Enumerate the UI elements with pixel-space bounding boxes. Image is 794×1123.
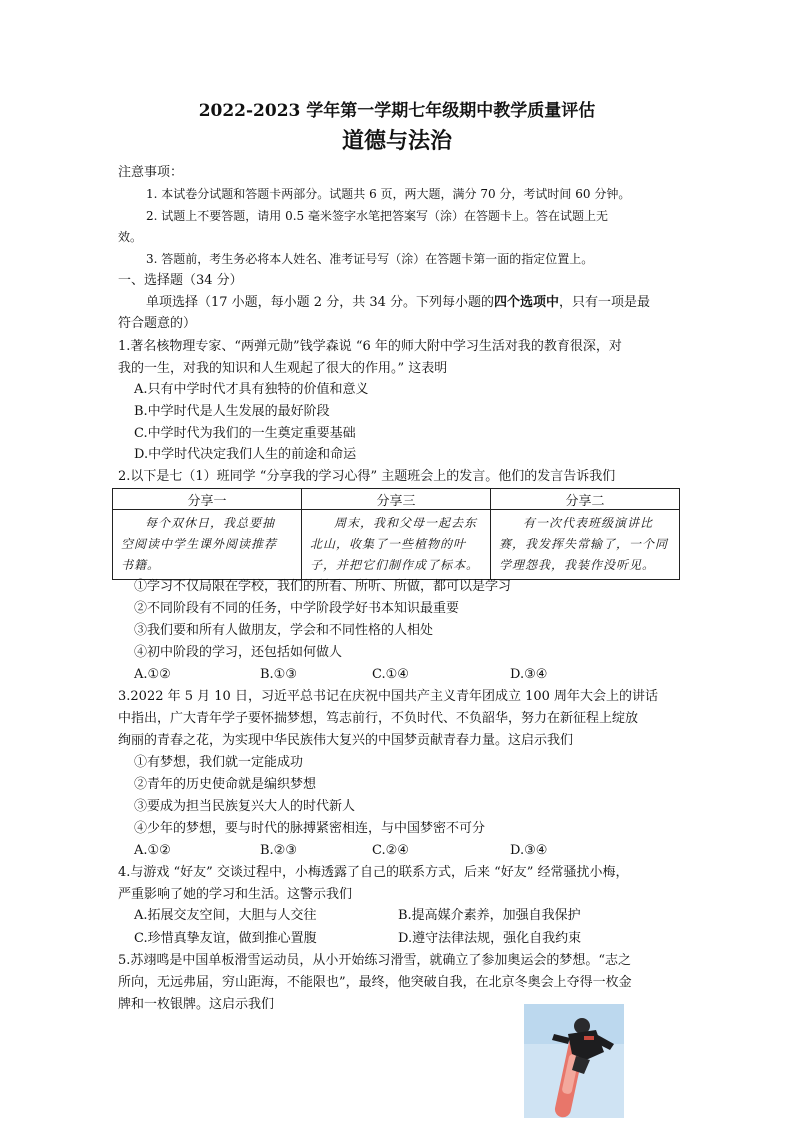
q5-stem-cont-1: 所向，无远弗届，穷山距海，不能限也”，最终，他突破自我，在北京冬奥会上夺得一枚金	[118, 975, 632, 990]
subject-title: 道德与法治	[341, 128, 452, 154]
q3-statement-2: ②青年的历史使命就是编织梦想	[134, 777, 317, 792]
q4-option-c: C.珍惜真挚友谊，做到推心置腹	[134, 931, 317, 946]
q1-option-d: D.中学时代决定我们人生的前途和命运	[134, 447, 357, 462]
q3-statement-4: ④少年的梦想，要与时代的脉搏紧密相连，与中国梦密不可分	[134, 821, 486, 836]
q1-option-a: A.只有中学时代才具有独特的价值和意义	[134, 382, 369, 397]
notes-item-2a: 2. 试题上不要答题，请用 0.5 毫米签字水笔把答案写（涂）在答题卡上。答在试题上无	[146, 209, 608, 223]
notes-heading: 注意事项：	[118, 165, 184, 180]
q4-option-a: A.拓展交友空间，大胆与人交往	[134, 908, 317, 923]
sharing-header-1: 分享一	[113, 489, 302, 510]
q3-stem-cont-2: 绚丽的青春之花，为实现中华民族伟大复兴的中国梦贡献青春力量。这启示我们	[118, 733, 574, 748]
q1-stem-cont: 我的一生，对我的知识和人生观起了很大的作用。” 这表明	[118, 361, 448, 376]
q1-option-b: B.中学时代是人生发展的最好阶段	[134, 404, 330, 419]
notes-item-1: 1. 本试卷分试题和答题卡两部分。试题共 6 页，两大题，满分 70 分，考试时间 60 分钟。	[146, 187, 631, 201]
snowboarder-illustration	[524, 1004, 624, 1118]
q2-stem: 2.以下是七（1）班同学 “分享我的学习心得” 主题班会上的发言。他们的发言告诉我们	[118, 469, 616, 484]
q2-statement-3: ③我们要和所有人做朋友，学会和不同性格的人相处	[134, 623, 434, 638]
q1-stem: 1.著名核物理专家、“两弹元勋”钱学森说 “6 年的师大附中学习生活对我的教育很深，对	[118, 339, 622, 354]
q1-option-c: C.中学时代为我们的一生奠定重要基础	[134, 426, 356, 441]
q4-option-d: D.遵守法律法规，强化自我约束	[398, 931, 582, 946]
snowboarder-photo	[524, 1004, 624, 1118]
q3-stem: 3.2022 年 5 月 10 日，习近平总书记在庆祝中国共产主义青年团成立 100 周年大会上的讲话	[118, 689, 659, 704]
sharing-cell-2: 周末，我和父母一起去东 北山，收集了一些植物的叶 子，并把它们制作成了标本。	[302, 510, 491, 580]
q2-option-a: A.①②	[134, 667, 171, 682]
q2-option-c: C.①④	[372, 667, 409, 682]
q4-option-b: B.提高媒介素养，加强自我保护	[398, 908, 581, 923]
q4-stem: 4.与游戏 “好友” 交谈过程中，小梅透露了自己的联系方式，后来 “好友” 经常骚扰小梅，	[118, 865, 629, 880]
q2-statement-1: ①学习不仅局限在学校，我们的所看、所听、所做，都可以是学习	[134, 579, 512, 594]
q5-stem: 5.苏翊鸣是中国单板滑雪运动员，从小开始练习滑雪，就确立了参加奥运会的梦想。“志之	[118, 953, 632, 968]
section-instruction-cont: 符合题意的）	[118, 316, 197, 331]
q5-stem-cont-2: 牌和一枚银牌。这启示我们	[118, 997, 275, 1012]
q3-option-b: B.②③	[260, 843, 297, 858]
emphasis-text: 四个选项中	[494, 295, 560, 310]
q3-option-d: D.③④	[510, 843, 548, 858]
q3-option-a: A.①②	[134, 843, 171, 858]
q2-statement-2: ②不同阶段有不同的任务，中学阶段学好书本知识最重要	[134, 601, 460, 616]
q2-option-d: D.③④	[510, 667, 548, 682]
sharing-cell-1: 每个双休日，我总要抽 空阅读中学生课外阅读推荐 书籍。	[113, 510, 302, 580]
q4-stem-cont: 严重影响了她的学习和生活。这警示我们	[118, 887, 353, 902]
q3-stem-cont-1: 中指出，广大青年学子要怀揣梦想，笃志前行，不负时代、不负韶华，努力在新征程上绽放	[118, 711, 639, 726]
exam-title: 2022-2023 学年第一学期七年级期中教学质量评估	[198, 101, 596, 121]
sharing-header-row	[113, 489, 680, 510]
notes-item-3: 3. 答题前，考生务必将本人姓名、准考证号写（涂）在答题卡第一面的指定位置上。	[146, 252, 594, 266]
q3-statement-3: ③要成为担当民族复兴大人的时代新人	[134, 799, 356, 814]
sharing-header-3: 分享二	[491, 489, 680, 510]
section-instruction: 单项选择（17 小题，每小题 2 分，共 34 分。下列每小题的四个选项中，只有一项是最	[146, 295, 651, 310]
sharing-header-2: 分享三	[302, 489, 491, 510]
q2-option-b: B.①③	[260, 667, 297, 682]
q3-statement-1: ①有梦想，我们就一定能成功	[134, 755, 304, 770]
q3-option-c: C.②④	[372, 843, 409, 858]
sharing-cell-3: 有一次代表班级演讲比 赛，我发挥失常输了，一个同 学理怨我，我装作没听见。	[491, 510, 680, 580]
sharing-content-row	[113, 510, 680, 580]
notes-item-2b: 效。	[118, 230, 143, 244]
sharing-table	[112, 488, 680, 580]
section-heading: 一、选择题（34 分）	[118, 273, 243, 288]
q2-statement-4: ④初中阶段的学习，还包括如何做人	[134, 645, 343, 660]
